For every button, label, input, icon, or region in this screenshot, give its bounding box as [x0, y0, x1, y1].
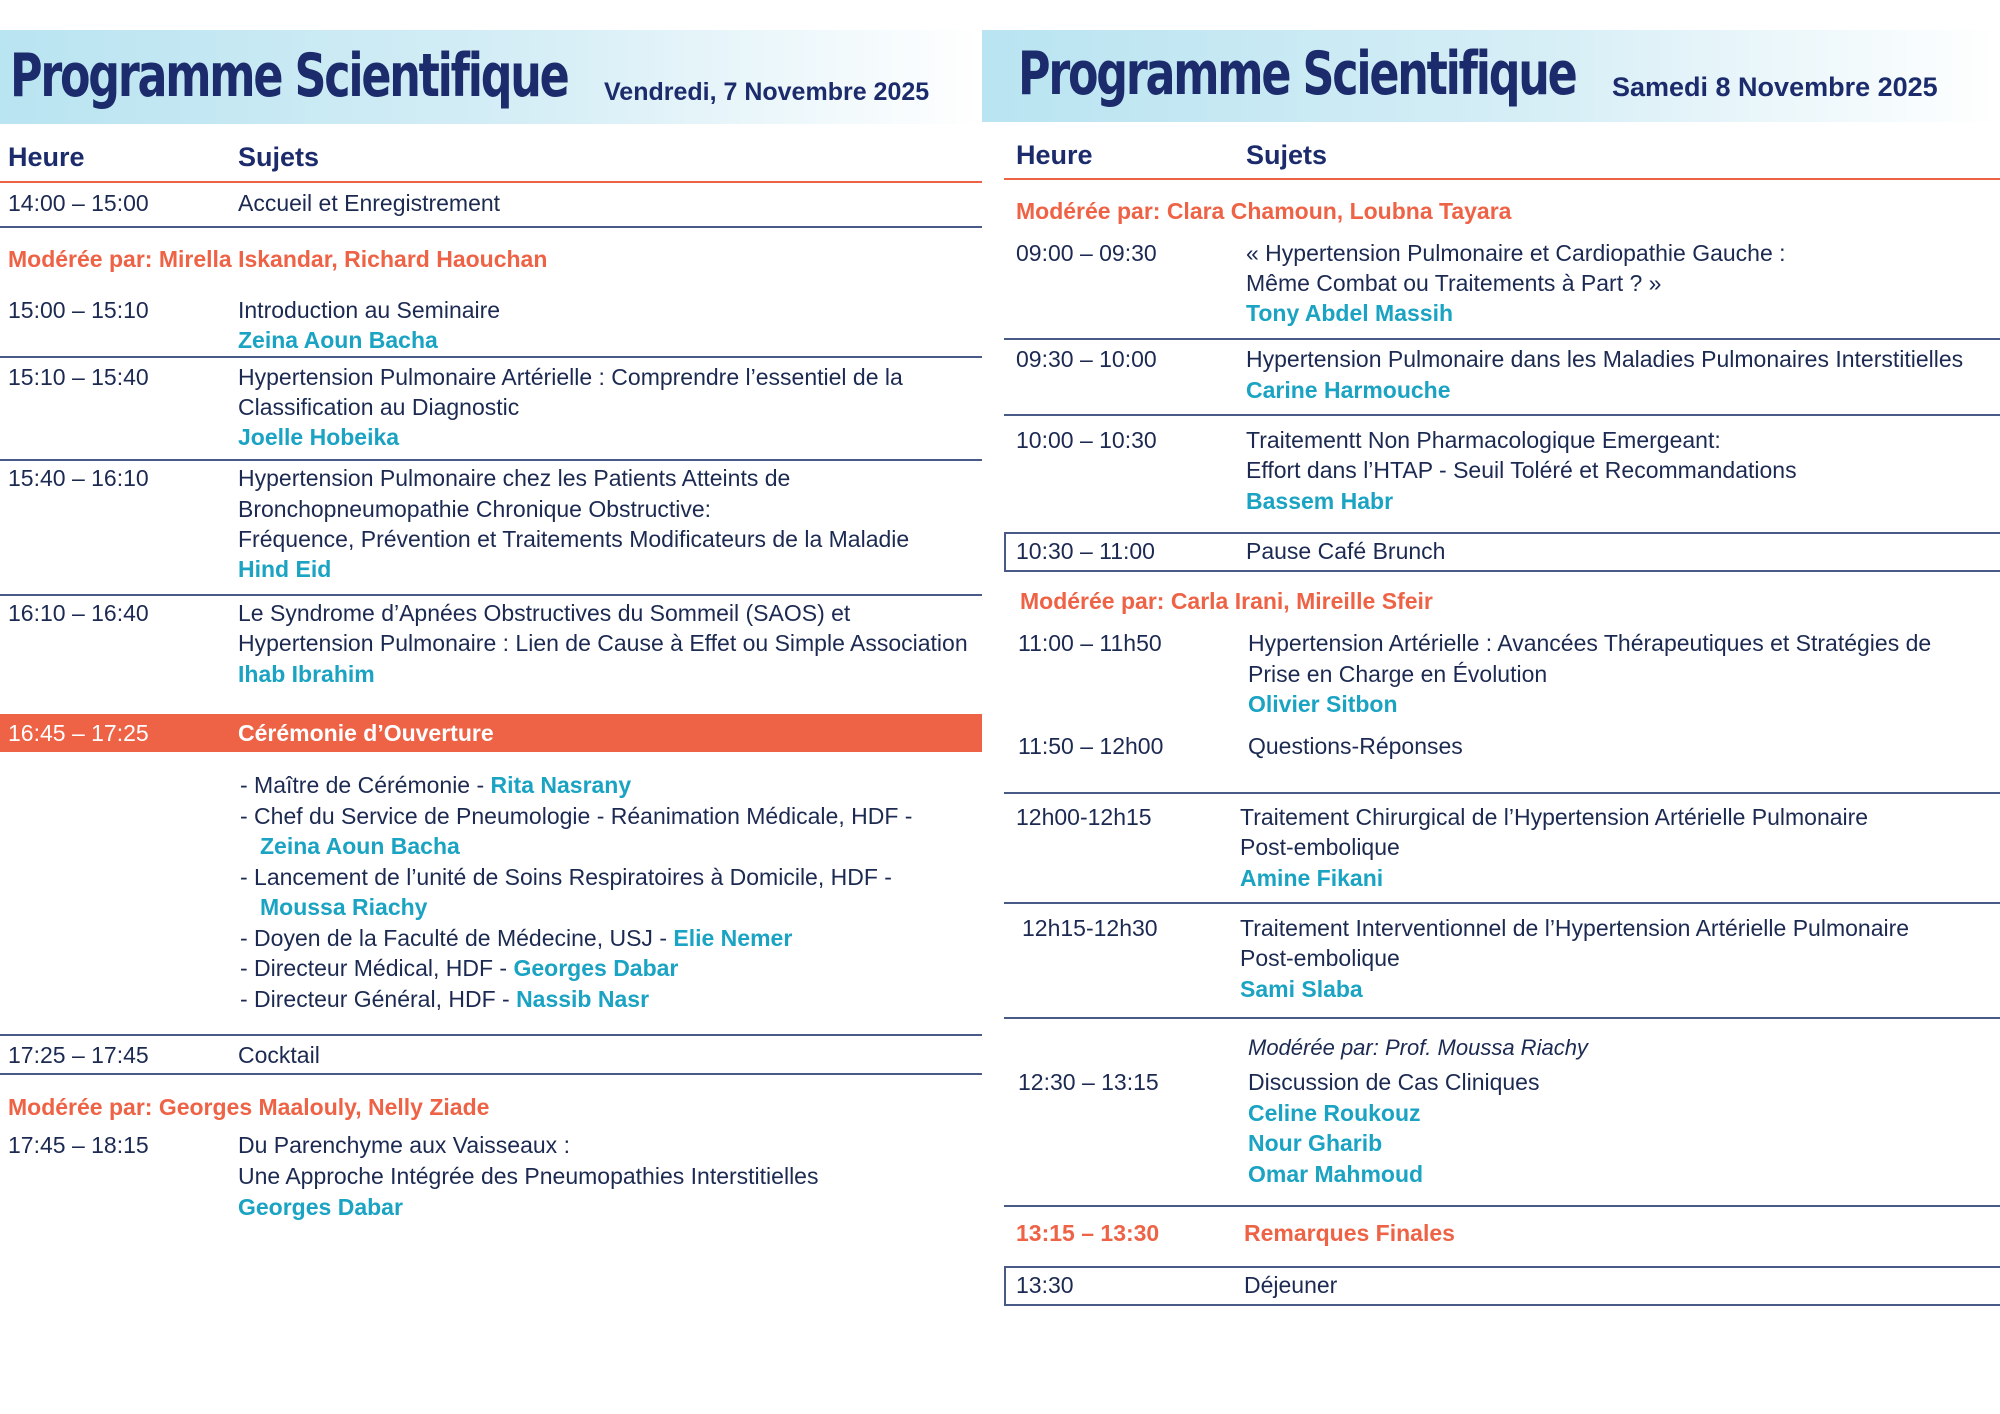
list-item — [240, 831, 912, 862]
col-sujets: Sujets — [238, 142, 320, 172]
row-topic: Cocktail — [238, 1042, 320, 1068]
row-time: 12:30 – 13:15 — [1018, 1069, 1159, 1095]
friday-title: Programme Scientifique — [10, 41, 568, 111]
row-time: 12h00-12h15 — [1016, 804, 1152, 830]
speaker-name: Hind Eid — [238, 556, 332, 582]
speaker-name: Joelle Hobeika — [238, 424, 400, 450]
row-time: 15:40 – 16:10 — [8, 465, 149, 491]
row-topic: Même Combat ou Traitements à Part ? » — [1246, 270, 1662, 296]
moderator-line: Modérée par: Georges Maalouly, Nelly Ziade — [8, 1094, 490, 1120]
row-topic: Traitement Interventionnel de l’Hypertension Artérielle Pulmonaire — [1240, 915, 1910, 941]
speaker-name: Zeina Aoun Bacha — [260, 833, 460, 859]
saturday-banner — [982, 30, 2000, 122]
speaker-name: Nassib Nasr — [516, 985, 650, 1012]
row-topic: Du Parenchyme aux Vaisseaux : — [238, 1132, 570, 1158]
speaker-name: Carine Harmouche — [1246, 377, 1451, 403]
row-time: 12h15-12h30 — [1022, 915, 1158, 941]
row-time: 15:00 – 15:10 — [8, 297, 149, 323]
row-topic: Post-embolique — [1240, 945, 1400, 971]
row-topic: Post-embolique — [1240, 834, 1400, 860]
speaker-name: Amine Fikani — [1240, 865, 1384, 891]
moderator-line: Modérée par: Carla Irani, Mireille Sfeir — [1020, 588, 1433, 614]
row-time: 10:30 – 11:00 — [1016, 538, 1155, 564]
row-topic: Classification au Diagnostic — [238, 394, 520, 420]
row-divider — [0, 1034, 982, 1036]
speaker-name: Zeina Aoun Bacha — [238, 327, 438, 353]
row-time: 10:00 – 10:30 — [1016, 427, 1157, 453]
friday-banner — [0, 30, 982, 124]
row-divider — [1004, 1017, 2000, 1019]
row-time: 11:50 – 12h00 — [1018, 733, 1164, 759]
ceremony-time: 16:45 – 17:25 — [8, 720, 149, 746]
row-divider — [1004, 414, 2000, 416]
row-time: 13:30 — [1016, 1272, 1074, 1298]
col-sujets: Sujets — [1246, 140, 1328, 170]
header-rule — [0, 181, 982, 183]
row-time: 17:45 – 18:15 — [8, 1132, 149, 1158]
ceremony-list — [240, 770, 912, 1014]
speaker-name: Omar Mahmoud — [1248, 1161, 1424, 1187]
lunch-row-box — [1004, 1266, 2000, 1306]
row-divider — [1004, 792, 2000, 794]
speaker-name: Nour Gharib — [1248, 1130, 1383, 1156]
speaker-name: Ihab Ibrahim — [238, 661, 375, 687]
row-topic: Remarques Finales — [1244, 1220, 1455, 1246]
friday-date: Vendredi, 7 Novembre 2025 — [604, 78, 930, 106]
col-heure: Heure — [8, 142, 85, 172]
list-item: - Doyen de la Faculté de Médecine, USJ - Elie Nemer — [240, 924, 793, 951]
speaker-name: Tony Abdel Massih — [1246, 300, 1454, 326]
row-time: 13:15 – 13:30 — [1016, 1220, 1160, 1246]
row-topic: Introduction au Seminaire — [238, 297, 501, 323]
row-topic: Questions-Réponses — [1248, 733, 1463, 759]
list-item — [240, 892, 912, 923]
row-topic: Traitement Chirurgical de l’Hypertension Artérielle Pulmonaire — [1240, 804, 1869, 830]
row-time: 09:00 – 09:30 — [1016, 240, 1157, 266]
row-topic: Hypertension Artérielle : Avancées Thérapeutiques et Stratégies de — [1248, 630, 1932, 656]
moderator-note: Modérée par: Prof. Moussa Riachy — [1248, 1035, 1588, 1060]
row-topic: Le Syndrome d’Apnées Obstructives du Sommeil (SAOS) et — [238, 600, 851, 626]
row-topic: Bronchopneumopathie Chronique Obstructive: — [238, 496, 712, 522]
row-time: 15:10 – 15:40 — [8, 364, 149, 390]
list-item: - Maître de Cérémonie - Rita Nasrany — [240, 772, 632, 798]
col-heure: Heure — [1016, 140, 1093, 170]
row-divider — [1004, 1205, 2000, 1207]
header-rule — [1004, 178, 2000, 180]
speaker-name: Moussa Riachy — [260, 894, 428, 920]
speaker-name: Elie Nemer — [673, 924, 793, 951]
list-item: - Directeur Médical, HDF - Georges Dabar — [240, 955, 679, 981]
row-topic: Effort dans l’HTAP - Seuil Toléré et Recommandations — [1246, 457, 1797, 483]
moderator-line: Modérée par: Mirella Iskandar, Richard Haouchan — [8, 246, 548, 272]
speaker-name: Rita Nasrany — [490, 772, 632, 798]
row-divider — [0, 226, 982, 228]
ceremony-title: Cérémonie d’Ouverture — [238, 720, 494, 746]
row-time: 14:00 – 15:00 — [8, 190, 149, 216]
list-item: - Directeur Général, HDF - Nassib Nasr — [240, 985, 650, 1012]
saturday-date: Samedi 8 Novembre 2025 — [1612, 72, 1938, 102]
row-divider — [0, 356, 982, 358]
row-topic: Hypertension Pulmonaire Artérielle : Comprendre l’essentiel de la — [238, 364, 903, 390]
row-topic: Prise en Charge en Évolution — [1248, 661, 1548, 687]
speaker-name: Georges Dabar — [513, 955, 679, 981]
row-divider — [1004, 338, 2000, 340]
row-divider — [0, 594, 982, 596]
row-topic: « Hypertension Pulmonaire et Cardiopathie Gauche : — [1246, 240, 1786, 266]
row-topic: Déjeuner — [1244, 1272, 1338, 1298]
row-divider — [0, 1073, 982, 1075]
ceremony-bar — [0, 714, 982, 752]
row-topic: Pause Café Brunch — [1246, 538, 1446, 564]
row-topic: Discussion de Cas Cliniques — [1248, 1069, 1540, 1095]
row-time: 09:30 – 10:00 — [1016, 346, 1157, 372]
speaker-name: Bassem Habr — [1246, 488, 1394, 514]
row-divider — [1004, 902, 2000, 904]
row-topic: Hypertension Pulmonaire : Lien de Cause à Effet ou Simple Association — [238, 630, 968, 656]
moderator-line: Modérée par: Clara Chamoun, Loubna Tayara — [1016, 198, 1512, 224]
list-item: - Lancement de l’unité de Soins Respiratoires à Domicile, HDF - — [240, 863, 892, 890]
speaker-name: Georges Dabar — [238, 1194, 403, 1220]
row-topic: Hypertension Pulmonaire chez les Patients Atteints de — [238, 465, 791, 491]
saturday-title: Programme Scientifique — [1018, 39, 1576, 109]
row-time: 16:10 – 16:40 — [8, 600, 149, 626]
row-topic: Accueil et Enregistrement — [238, 190, 501, 216]
row-time: 11:00 – 11h50 — [1018, 630, 1162, 656]
row-time: 17:25 – 17:45 — [8, 1042, 149, 1068]
row-divider — [0, 459, 982, 461]
speaker-name: Celine Roukouz — [1248, 1100, 1421, 1126]
list-item: - Chef du Service de Pneumologie - Réanimation Médicale, HDF - — [240, 802, 913, 829]
speaker-name: Sami Slaba — [1240, 976, 1363, 1002]
row-topic: Fréquence, Prévention et Traitements Modificateurs de la Maladie — [238, 526, 910, 552]
row-topic: Hypertension Pulmonaire dans les Maladies Pulmonaires Interstitielles — [1246, 346, 1964, 372]
speaker-name: Olivier Sitbon — [1248, 691, 1398, 717]
row-topic: Une Approche Intégrée des Pneumopathies Interstitielles — [238, 1163, 819, 1189]
row-topic: Traitementt Non Pharmacologique Emergeant: — [1246, 427, 1721, 453]
